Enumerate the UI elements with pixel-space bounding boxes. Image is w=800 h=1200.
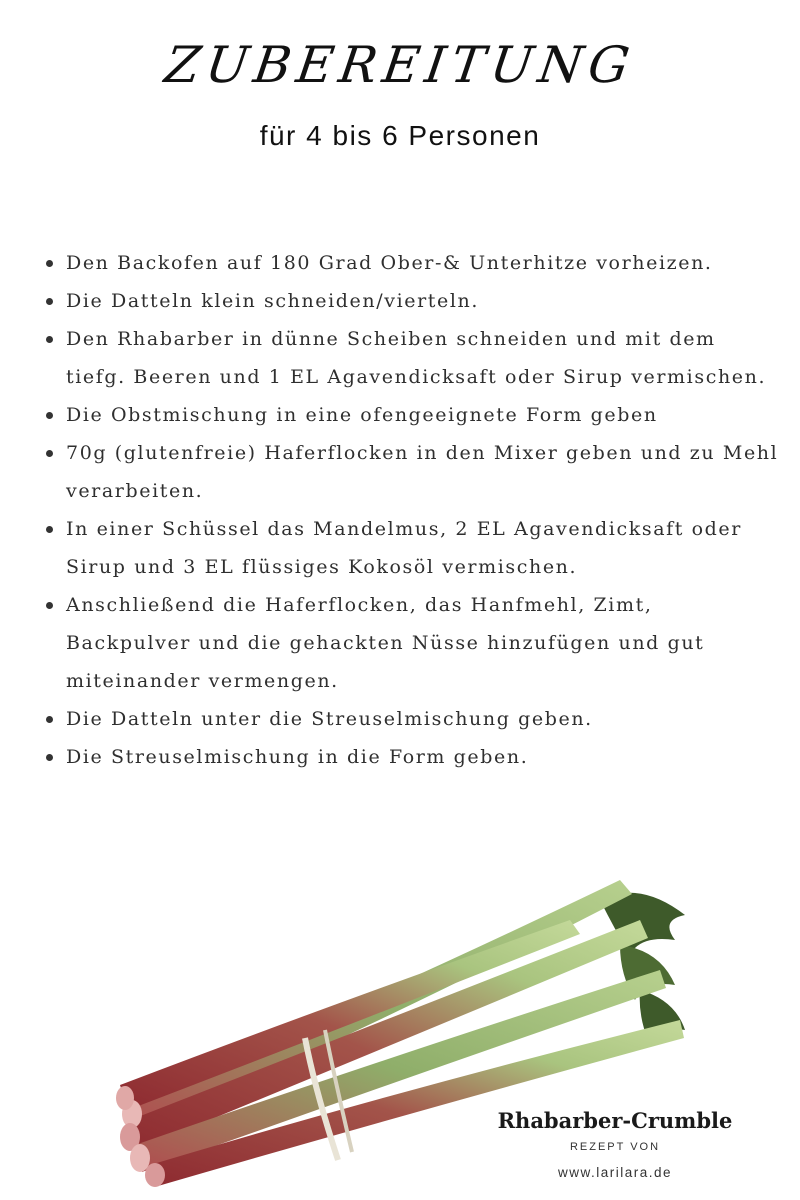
preparation-steps-list [40, 244, 780, 776]
list-item: Den Backofen auf 180 Grad Ober-& Unterhitze vorheizen. [40, 244, 780, 282]
recipe-name: Rhabarber-Crumble [497, 1108, 733, 1133]
leaf-icon [600, 893, 685, 1040]
list-item: Die Datteln klein schneiden/vierteln. [40, 282, 780, 320]
list-item: 70g (glutenfreie) Haferflocken in den Mixer geben und zu Mehl verarbeiten. [40, 434, 780, 510]
list-item: Die Datteln unter die Streuselmischung geben. [40, 700, 780, 738]
servings-subtitle: für 4 bis 6 Personen [259, 120, 541, 151]
list-item: In einer Schüssel das Mandelmus, 2 EL Agavendicksaft oder Sirup und 3 EL flüssiges Kokosöl vermischen. [40, 510, 780, 586]
page-title: ZUBEREITUNG [161, 36, 639, 94]
list-item: Anschließend die Haferflocken, das Hanfmehl, Zimt, Backpulver und die gehackten Nüsse hinzufügen und gut miteinander vermengen. [40, 586, 780, 700]
website-link[interactable]: www.larilara.de [557, 1165, 673, 1180]
list-item: Die Streuselmischung in die Form geben. [40, 738, 780, 776]
list-item: Die Obstmischung in eine ofengeeignete Form geben [40, 396, 780, 434]
recipe-by-label: REZEPT VON [569, 1141, 661, 1153]
list-item: Den Rhabarber in dünne Scheiben schneiden und mit dem tiefg. Beeren und 1 EL Agavendicksaft oder Sirup vermischen. [40, 320, 780, 396]
recipe-branding [495, 1108, 735, 1180]
